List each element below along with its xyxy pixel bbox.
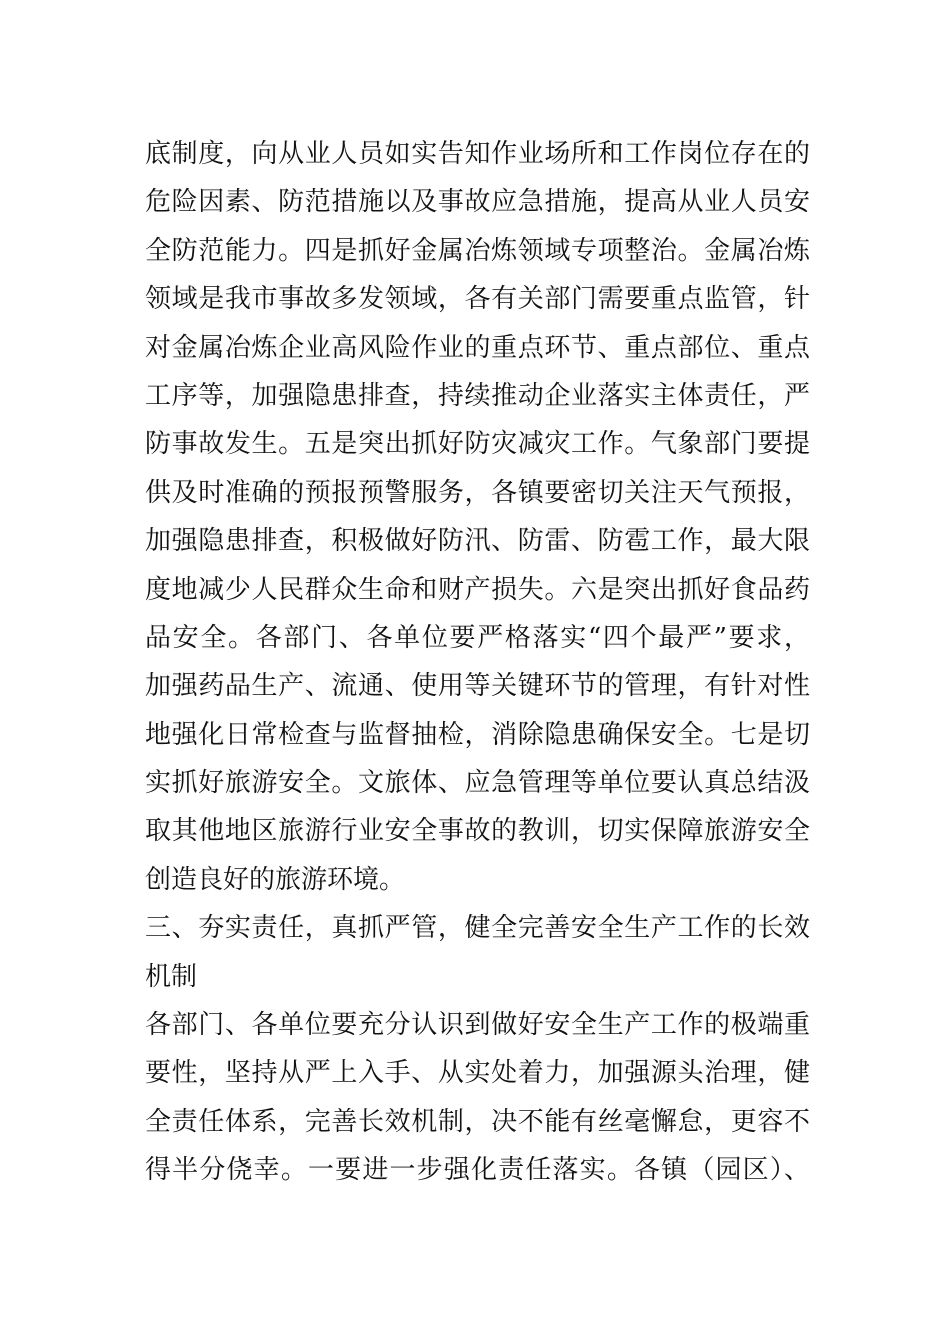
- text-line: 度地减少人民群众生命和财产损失。六是突出抓好食品药: [145, 574, 810, 605]
- text-line: 各部门、各单位要充分认识到做好安全生产工作的极端重: [145, 1010, 810, 1041]
- text-line: 创造良好的旅游环境。: [145, 864, 406, 895]
- text-line: 危险因素、防范措施以及事故应急措施，提高从业人员安: [145, 187, 810, 218]
- text-line: 地强化日常检查与监督抽检，消除隐患确保安全。七是切: [145, 719, 810, 750]
- text-line: 得半分侥幸。一要进一步强化责任落实。各镇（园区）、: [145, 1155, 810, 1186]
- text-line: 防事故发生。五是突出抓好防灾减灾工作。气象部门要提: [145, 429, 810, 460]
- text-line: 加强隐患排查，积极做好防汛、防雷、防雹工作，最大限: [145, 526, 810, 557]
- text-line: 供及时准确的预报预警服务，各镇要密切关注天气预报，: [145, 477, 810, 508]
- text-line: 要性，坚持从严上入手、从实处着力，加强源头治理，健: [145, 1058, 810, 1089]
- body-text: [145, 130, 810, 1195]
- text-line: 全防范能力。四是抓好金属冶炼领域专项整治。金属冶炼: [145, 235, 810, 266]
- section-heading: 机制: [145, 961, 198, 992]
- section-heading: 三、夯实责任，真抓严管，健全完善安全生产工作的长效: [145, 913, 810, 944]
- text-line: 工序等，加强隐患排查，持续推动企业落实主体责任，严: [145, 380, 810, 411]
- text-line: 实抓好旅游安全。文旅体、应急管理等单位要认真总结汲: [145, 768, 810, 799]
- text-line: 加强药品生产、流通、使用等关键环节的管理，有针对性: [145, 671, 810, 702]
- text-line: 底制度，向从业人员如实告知作业场所和工作岗位存在的: [145, 139, 810, 169]
- text-line: 品安全。各部门、各单位要严格落实“四个最严”要求，: [145, 622, 810, 653]
- text-line: 对金属冶炼企业高风险作业的重点环节、重点部位、重点: [145, 332, 810, 363]
- text-line: 全责任体系，完善长效机制，决不能有丝毫懈怠，更容不: [145, 1106, 810, 1137]
- text-line: 领域是我市事故多发领域，各有关部门需要重点监管，针: [145, 284, 810, 315]
- text-line: 取其他地区旅游行业安全事故的教训，切实保障旅游安全: [145, 816, 810, 847]
